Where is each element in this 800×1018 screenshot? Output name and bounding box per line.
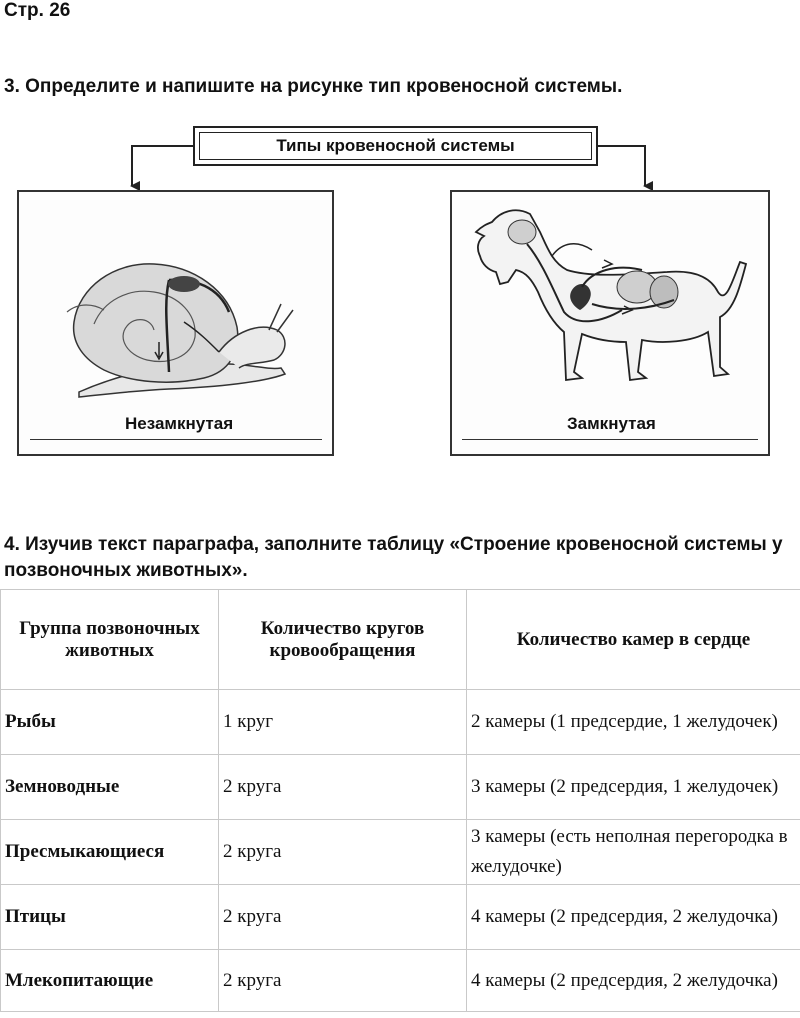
right-answer-text: Замкнутая: [567, 414, 656, 433]
cell-chambers: 4 камеры (2 предсердия, 2 желудочка): [467, 885, 800, 950]
cell-circles: 2 круга: [219, 885, 467, 950]
cell-chambers: 3 камеры (есть неполная перегородка в желудочке): [467, 820, 800, 885]
circulation-table: [0, 589, 800, 1012]
cell-group: Пресмыкающиеся: [1, 820, 219, 885]
cell-chambers: 3 камеры (2 предсердия, 1 желудочек): [467, 755, 800, 820]
table-row: [1, 755, 800, 820]
left-answer-text: Незамкнутая: [125, 414, 234, 433]
task-3-text: 3. Определите и напишите на рисунке тип кровеносной системы.: [4, 76, 623, 97]
table-row: [1, 820, 800, 885]
cell-circles: 1 круг: [219, 690, 467, 755]
cell-circles: 2 круга: [219, 950, 467, 1012]
right-answer-line: [462, 439, 758, 440]
page-label: Стр. 26: [4, 0, 71, 21]
cell-group: Млекопитающие: [1, 950, 219, 1012]
header-circles: Количество кругов кровообращения: [219, 590, 467, 690]
header-chambers: Количество камер в сердце: [467, 590, 800, 690]
table-header-row: [1, 590, 800, 690]
header-group: Группа позвоночных животных: [1, 590, 219, 690]
cell-group: Птицы: [1, 885, 219, 950]
table-row: [1, 885, 800, 950]
table-row: [1, 950, 800, 1012]
cell-chambers: 4 камеры (2 предсердия, 2 желудочка): [467, 950, 800, 1012]
task-4-text: 4. Изучив текст параграфа, заполните таблицу «Строение кровеносной системы у позвоночных животных».: [4, 534, 783, 581]
diagram-title: Типы кровеносной системы: [276, 136, 515, 155]
cell-group: Рыбы: [1, 690, 219, 755]
cell-group: Земноводные: [1, 755, 219, 820]
left-answer-line: [30, 439, 322, 440]
cell-chambers: 2 камеры (1 предсердие, 1 желудочек): [467, 690, 800, 755]
table-row: [1, 690, 800, 755]
cell-circles: 2 круга: [219, 820, 467, 885]
cell-circles: 2 круга: [219, 755, 467, 820]
diagram-title-box: [193, 126, 598, 166]
